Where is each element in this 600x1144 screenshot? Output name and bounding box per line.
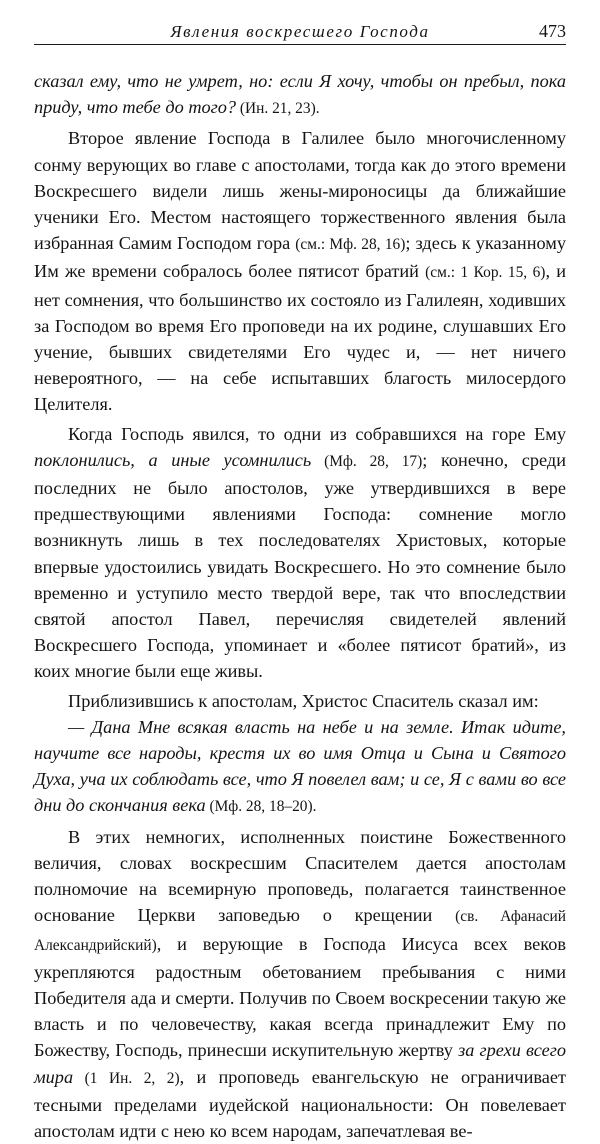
- paragraph-text: Второе явление Господа в Галилее было многочисленному сонму верующих во главе с апостолами, тогда как до этого времени Воскресшего видели лишь жены-мироносицы да ближайшие ученики Его. Местом настоящего торжественного явления была избранная Самим Господом гора: [34, 128, 566, 254]
- gospel-quote: сказал ему, что не умрет, но: если Я хочу, чтобы он пребыл, пока приду, что тебе до того?: [34, 71, 566, 118]
- paragraph-5: [34, 714, 566, 821]
- paragraph-6: [34, 824, 566, 1144]
- paragraph-4: [34, 688, 566, 714]
- scripture-reference: (см.: 1 Кор. 15, 6): [425, 264, 546, 282]
- paragraph-text: , и верующие в Господа Иисуса всех веков укрепляются радостным обетованием пребывания с ними Победителя ада и смерти. Получив по Своем воскресении такую же власть и по человечеству, какая всегда принадлежит Ему по Божеству, Господь, принесши искупительную жертву: [34, 933, 566, 1061]
- scripture-reference: (см.: Мф. 28, 16): [295, 236, 406, 254]
- page-header: [34, 10, 566, 45]
- running-title: Явления воскресшего Господа: [170, 22, 430, 41]
- paragraph-3: [34, 421, 566, 685]
- paragraph-text: , и проповедь евангельскую не ограничивает тесными пределами иудейской национальности: Он повелевает апостолам идти с нею ко всем народам, запечатлевая ве-: [34, 1066, 566, 1141]
- gospel-quote: — Дана Мне всякая власть на небе и на земле. Итак идите, научите все народы, крестя их во имя Отца и Сына и Святого Духа, уча их соблюдать все, что Я повелел вам; и се, Я с вами во все дни до скончания века: [34, 716, 566, 816]
- paragraph-2: [34, 125, 566, 417]
- paragraph-text: ; здесь к указанному Им же времени собралось более пятисот братий: [34, 233, 566, 282]
- paragraph-text: , и нет сомнения, что большинство их состояло из Галилеян, ходивших за Господом во время Его проповеди на их родине, слушавших Его учение, бывших свидетелями Его чудес и, — нет ничего невероятного, — на себе испытавших благость милосердого Целителя.: [34, 261, 566, 415]
- scripture-reference: (1 Ин. 2, 2): [73, 1069, 180, 1087]
- scripture-reference: (Ин. 21, 23).: [236, 100, 320, 118]
- body-text: [34, 68, 566, 1144]
- scripture-reference: (Мф. 28, 17): [311, 452, 423, 470]
- paragraph-text: Когда Господь явился, то одни из собравшихся на горе Ему: [68, 423, 566, 444]
- paragraph-text: В этих немногих, исполненных поистине Божественного величия, словах воскресшим Спасителем дается апостолам полномочие на всемирную проповедь, полагается таинственное основание Церкви заповедью о крещении: [34, 826, 566, 926]
- paragraph-text: Приблизившись к апостолам, Христос Спаситель сказал им:: [68, 690, 539, 711]
- paragraph-1: [34, 68, 566, 122]
- page-number: 473: [539, 21, 566, 41]
- scripture-reference: (св. Афанасий Александрийский): [34, 908, 566, 954]
- gospel-quote: за грехи всего мира: [34, 1040, 566, 1087]
- paragraph-text: ; конечно, среди последних не было апостолов, уже утвердившихся в вере предшествующими явлениями Господа: сомнение могло возникнуть лишь в тех последователях Христовых, которые впервые удостоились увидать Воскресшего. Но это сомнение было временно и уступило место твердой вере, так что впоследствии святой апостол Павел, перечисляя свидетелей явлений Воскресшего Господа, упоминает и «более пятисот братий», из коих многие были еще живы.: [34, 449, 566, 682]
- gospel-quote: поклонились, а иные усомнились: [34, 449, 312, 470]
- scripture-reference: (Мф. 28, 18–20).: [205, 798, 317, 816]
